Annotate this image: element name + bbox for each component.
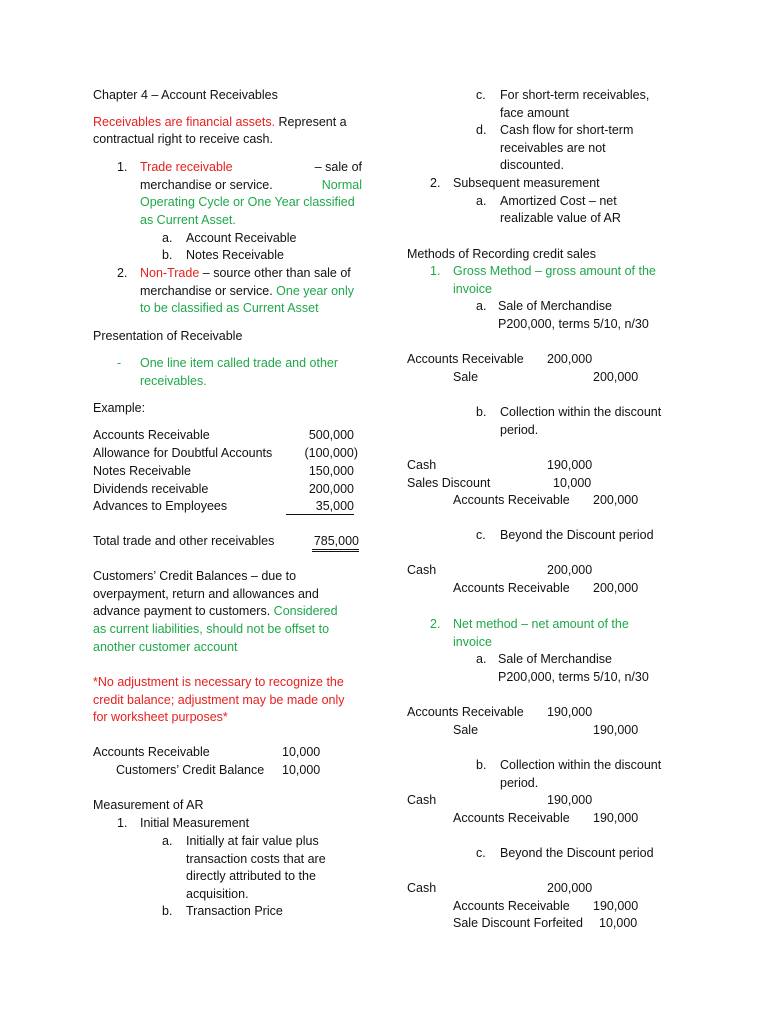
item1-line-3: Operating Cycle or One Year classified <box>140 195 355 209</box>
item2-black-text: merchandise or service. <box>140 284 273 298</box>
example-row-label: Advances to Employees <box>93 499 228 513</box>
net-e2-credit: Accounts Receivable <box>453 811 570 825</box>
net-b-line-2: period. <box>500 776 539 790</box>
amortized-line-2: realizable value of AR <box>500 211 621 225</box>
item1-sub-a-text: Account Receivable <box>186 231 297 245</box>
gross-b-line-1: Collection within the discount <box>500 405 662 419</box>
item1-number: 1. <box>117 160 128 174</box>
total-value: 785,000 <box>312 533 359 552</box>
item1-green-text: Normal <box>321 178 362 192</box>
initial-a-line-4: acquisition. <box>186 887 249 901</box>
subsequent-label: Subsequent measurement <box>453 176 600 190</box>
example-row-value: 200,000 <box>308 482 354 496</box>
ccb-black-text: advance payment to customers. <box>93 604 271 618</box>
initial-a-line-1: Initially at fair value plus <box>186 834 319 848</box>
intro-rest-text: Represent a <box>275 115 347 129</box>
gross-number: 1. <box>430 264 441 278</box>
item1-line-1 <box>140 159 362 176</box>
initial-b-mark: b. <box>162 904 173 918</box>
item1-black-text: merchandise or service. <box>140 178 273 192</box>
gross-line-1: Gross Method – gross amount of the <box>453 264 656 278</box>
net-line-1: Net method – net amount of the <box>453 617 629 631</box>
net-e2-credit-amount: 190,000 <box>593 811 639 825</box>
gross-e2-debit-1-amount: 190,000 <box>547 458 593 472</box>
net-e3-credit-1: Accounts Receivable <box>453 899 570 913</box>
entry-credit-account: Customers’ Credit Balance <box>116 763 265 777</box>
example-row-label: Allowance for Doubtful Accounts <box>93 446 273 460</box>
subsequent-number: 2. <box>430 176 441 190</box>
initial-b-text: Transaction Price <box>186 904 283 918</box>
entry-debit-account: Accounts Receivable <box>93 745 210 759</box>
amortized-line-1: Amortized Cost – net <box>500 194 617 208</box>
d-mark: d. <box>476 123 487 137</box>
net-e1-debit: Accounts Receivable <box>407 705 524 719</box>
ccb-line-5: another customer account <box>93 640 238 654</box>
net-a-line-2: P200,000, terms 5/10, n/30 <box>498 670 649 684</box>
d-line-3: discounted. <box>500 158 564 172</box>
example-row-value: 500,000 <box>308 428 354 442</box>
gross-e2-debit-2: Sales Discount <box>407 476 491 490</box>
item1-rest-text: – sale of <box>314 160 362 174</box>
item1-sub-b-mark: b. <box>162 248 173 262</box>
example-row-label: Accounts Receivable <box>93 428 210 442</box>
net-a-mark: a. <box>476 652 487 666</box>
item2-line-1 <box>140 265 351 282</box>
net-e3-credit-2-amount: 10,000 <box>599 916 638 930</box>
gross-e2-debit-2-amount: 10,000 <box>553 476 592 490</box>
c-line-1: For short-term receivables, <box>500 88 650 102</box>
item2-red-text: Non-Trade <box>140 266 200 280</box>
item1-red-text: Trade receivable <box>140 160 233 174</box>
entry-credit-amount: 10,000 <box>282 763 321 777</box>
gross-c-mark: c. <box>476 528 486 542</box>
entry-debit-amount: 10,000 <box>282 745 321 759</box>
item2-green-text: One year only <box>272 284 354 298</box>
presentation-line-1: One line item called trade and other <box>140 356 339 370</box>
item1-sub-a-mark: a. <box>162 231 173 245</box>
chapter-title: Chapter 4 – Account Receivables <box>93 88 278 102</box>
net-b-mark: b. <box>476 758 487 772</box>
net-c-mark: c. <box>476 846 486 860</box>
ccb-line-1 <box>93 568 361 585</box>
gross-a-mark: a. <box>476 299 487 313</box>
initial-a-mark: a. <box>162 834 173 848</box>
d-line-1: Cash flow for short-term <box>500 123 634 137</box>
example-row-label: Dividends receivable <box>93 482 209 496</box>
net-e3-debit-amount: 200,000 <box>547 881 593 895</box>
gross-b-mark: b. <box>476 405 487 419</box>
item2-line-2 <box>140 283 354 300</box>
c-mark: c. <box>476 88 486 102</box>
example-row-value: 35,000 <box>286 498 354 515</box>
example-row-label: Notes Receivable <box>93 464 191 478</box>
note-line-2: credit balance; adjustment may be made only <box>93 693 345 707</box>
gross-line-2: invoice <box>453 282 492 296</box>
presentation-line-2: receivables. <box>140 374 207 388</box>
ccb-text-1: Customers’ Credit Balances – due to <box>93 569 297 583</box>
gross-e1-debit-amount: 200,000 <box>547 352 593 366</box>
intro-line-1 <box>93 114 347 131</box>
presentation-heading: Presentation of Receivable <box>93 329 243 343</box>
net-line-2: invoice <box>453 635 492 649</box>
initial-number: 1. <box>117 816 128 830</box>
ccb-line-3 <box>93 603 338 620</box>
net-e2-debit: Cash <box>407 793 437 807</box>
intro-line-2: contractual right to receive cash. <box>93 132 273 146</box>
ccb-line-4: as current liabilities, should not be offset to <box>93 622 330 636</box>
presentation-dash: - <box>117 356 122 370</box>
gross-e3-credit-amount: 200,000 <box>593 581 639 595</box>
c-line-2: face amount <box>500 106 569 120</box>
d-line-2: receivables are not <box>500 141 606 155</box>
intro-red-text: Receivables are financial assets. <box>93 115 276 129</box>
gross-e1-credit: Sale <box>453 370 479 384</box>
gross-a-line-1: Sale of Merchandise <box>498 299 612 313</box>
item2-number: 2. <box>117 266 128 280</box>
example-row-value: 150,000 <box>308 464 354 478</box>
note-line-3: for worksheet purposes* <box>93 710 228 724</box>
initial-label: Initial Measurement <box>140 816 250 830</box>
net-number: 2. <box>430 617 441 631</box>
item1-line-2 <box>140 177 362 194</box>
gross-e3-debit-amount: 200,000 <box>547 563 593 577</box>
item2-line-3: to be classified as Current Asset <box>140 301 319 315</box>
net-b-line-1: Collection within the discount <box>500 758 662 772</box>
net-e3-credit-2: Sale Discount Forfeited <box>453 916 583 930</box>
total-label: Total trade and other receivables <box>93 534 275 548</box>
gross-e1-debit: Accounts Receivable <box>407 352 524 366</box>
net-e3-credit-1-amount: 190,000 <box>593 899 639 913</box>
net-e1-credit: Sale <box>453 723 479 737</box>
item1-sub-b-text: Notes Receivable <box>186 248 284 262</box>
gross-b-line-2: period. <box>500 423 539 437</box>
ccb-green-text: Considered <box>270 604 338 618</box>
net-e3-debit: Cash <box>407 881 437 895</box>
example-heading: Example: <box>93 401 146 415</box>
item1-line-4: as Current Asset. <box>140 213 236 227</box>
gross-c-text: Beyond the Discount period <box>500 528 654 542</box>
measurement-heading: Measurement of AR <box>93 798 204 812</box>
net-c-text: Beyond the Discount period <box>500 846 654 860</box>
gross-e2-credit-amount: 200,000 <box>593 493 639 507</box>
gross-e3-debit: Cash <box>407 563 437 577</box>
net-e1-debit-amount: 190,000 <box>547 705 593 719</box>
net-e1-credit-amount: 190,000 <box>593 723 639 737</box>
gross-e2-credit: Accounts Receivable <box>453 493 570 507</box>
gross-e1-credit-amount: 200,000 <box>593 370 639 384</box>
net-a-line-1: Sale of Merchandise <box>498 652 612 666</box>
gross-a-line-2: P200,000, terms 5/10, n/30 <box>498 317 649 331</box>
gross-e2-debit-1: Cash <box>407 458 437 472</box>
item2-rest-text: – source other than sale of <box>199 266 351 280</box>
methods-heading: Methods of Recording credit sales <box>407 247 596 261</box>
initial-a-line-2: transaction costs that are <box>186 852 326 866</box>
ccb-line-2: overpayment, return and allowances and <box>93 587 319 601</box>
example-row-value: (100,000) <box>304 446 358 460</box>
amortized-mark: a. <box>476 194 487 208</box>
initial-a-line-3: directly attributed to the <box>186 869 316 883</box>
note-line-1: *No adjustment is necessary to recognize the <box>93 675 344 689</box>
net-e2-debit-amount: 190,000 <box>547 793 593 807</box>
gross-e3-credit: Accounts Receivable <box>453 581 570 595</box>
